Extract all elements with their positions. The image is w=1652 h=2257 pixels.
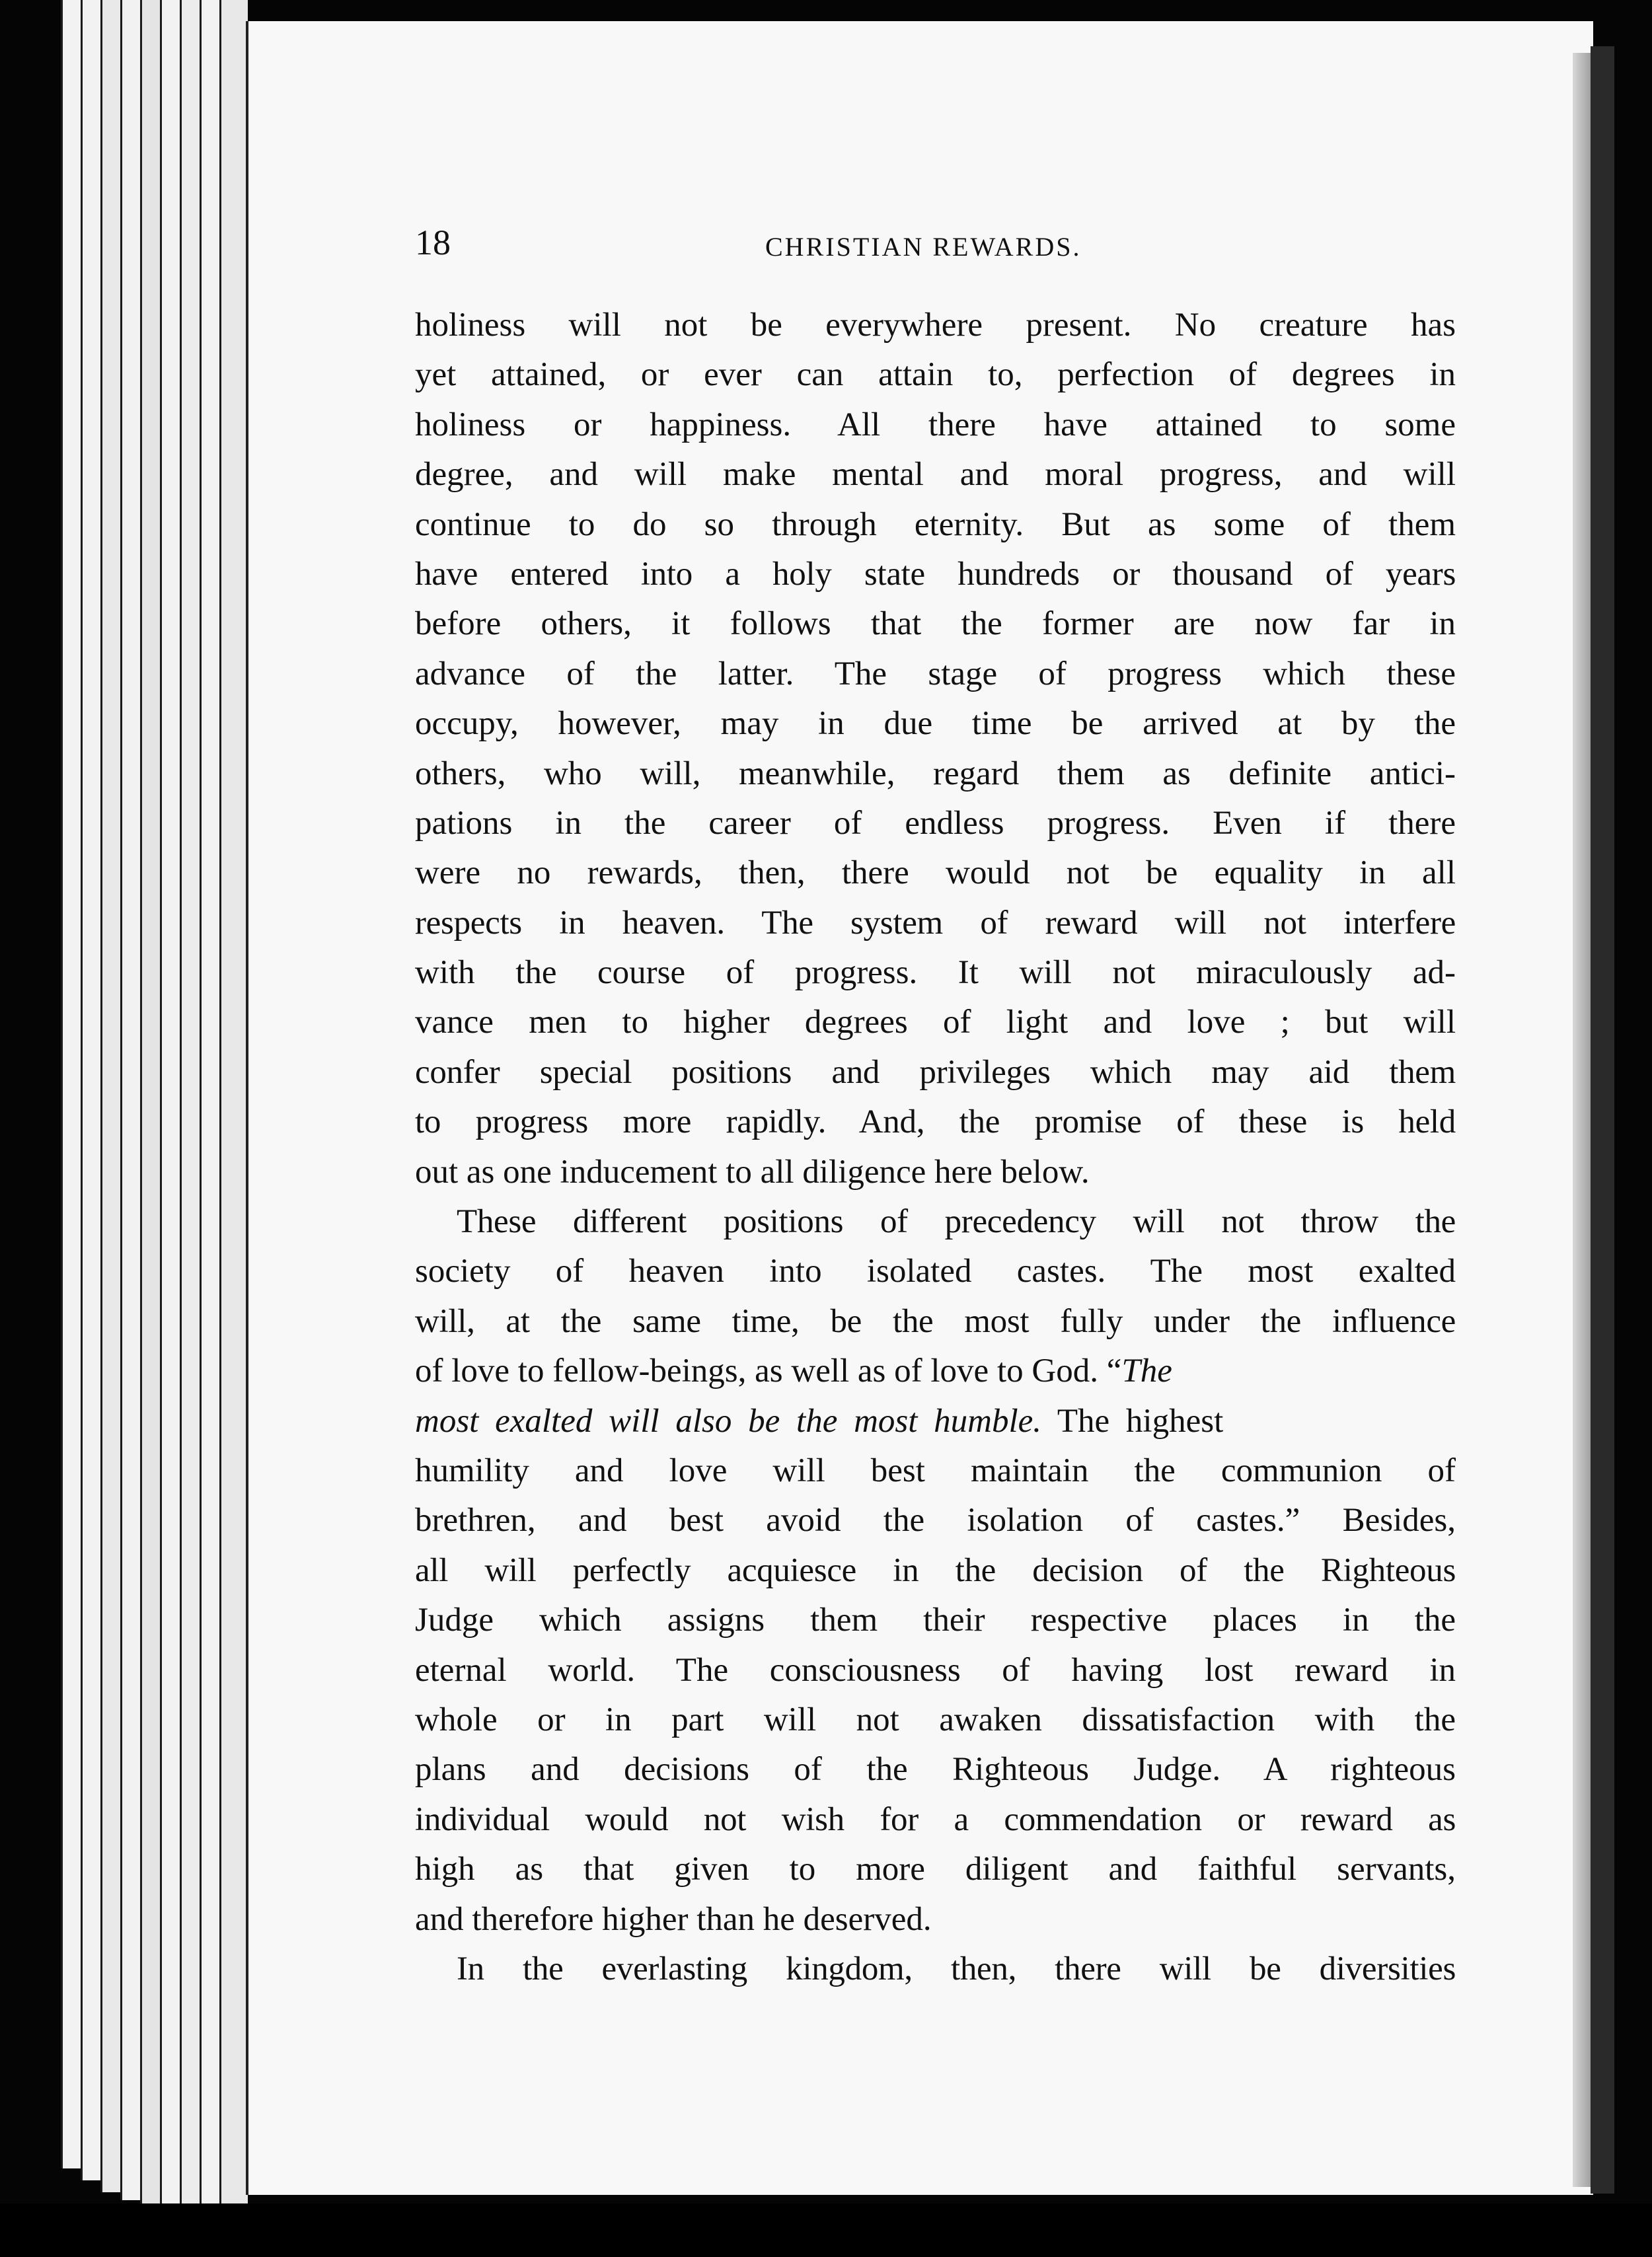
text-line: whole or in part will not awaken dissatisfaction with the bbox=[415, 1701, 1456, 1738]
text-line: holiness or happiness. All there have attained to some bbox=[415, 406, 1456, 443]
text-line: continue to do so through eternity. But as some of them bbox=[415, 505, 1456, 543]
page-edge bbox=[219, 0, 248, 2224]
text-line bbox=[415, 1397, 1456, 1446]
text-line: occupy, however, may in due time be arrived at by the bbox=[415, 705, 1456, 743]
text-line: society of heaven into isolated castes. The most exalted bbox=[415, 1253, 1456, 1290]
text-line: holiness will not be everywhere present. No creature has bbox=[415, 307, 1456, 344]
text-line: have entered into a holy state hundreds or thousand of years bbox=[415, 555, 1456, 593]
page-number: 18 bbox=[415, 223, 451, 262]
text-line: with the course of progress. It will not miraculously ad- bbox=[415, 954, 1456, 992]
text-fragment: The highest bbox=[1041, 1402, 1224, 1440]
text-line: high as that given to more diligent and faithful servants, bbox=[415, 1851, 1456, 1888]
text-line: eternal world. The consciousness of having lost reward in bbox=[415, 1651, 1456, 1689]
page-gutter-shadow bbox=[1573, 53, 1593, 2187]
text-line: brethren, and best avoid the isolation of castes.” Besides, bbox=[415, 1502, 1456, 1539]
scan-border bbox=[0, 2203, 1652, 2257]
text-line: advance of the latter. The stage of progress which these bbox=[415, 655, 1456, 692]
page-gutter bbox=[1591, 46, 1614, 2194]
text-line: all will perfectly acquiesce in the decision of the Righteous bbox=[415, 1551, 1456, 1589]
text-line: were no rewards, then, there would not be equality in all bbox=[415, 854, 1456, 892]
text-fragment: of love to fellow-beings, as well as of love to God. “ bbox=[415, 1352, 1122, 1390]
page-edge bbox=[81, 0, 102, 2180]
page-edge bbox=[100, 0, 122, 2192]
text-line bbox=[415, 1347, 1456, 1396]
text-line: out as one inducement to all diligence here below. bbox=[415, 1153, 1090, 1191]
text-line: humility and love will best maintain the communion of bbox=[415, 1452, 1456, 1489]
text-line: and therefore higher than he deserved. bbox=[415, 1900, 932, 1938]
text-line: others, who will, meanwhile, regard them as definite antici- bbox=[415, 755, 1456, 792]
text-line: vance men to higher degrees of light and love ; but will bbox=[415, 1004, 1456, 1041]
text-line: before others, it follows that the former are now far in bbox=[415, 605, 1456, 643]
text-line: plans and decisions of the Righteous Judge. A righteous bbox=[415, 1751, 1456, 1789]
running-title: CHRISTIAN REWARDS. bbox=[765, 232, 1082, 262]
text-line: will, at the same time, be the most fully under the influence bbox=[415, 1302, 1456, 1340]
text-line: to progress more rapidly. And, the promise of these is held bbox=[415, 1103, 1456, 1141]
text-line: yet attained, or ever can attain to, perfection of degrees in bbox=[415, 356, 1456, 394]
text-line: In the everlasting kingdom, then, there will be diversities bbox=[457, 1950, 1456, 1987]
italic-quote: most exalted will also be the most humble. bbox=[415, 1402, 1042, 1440]
text-line: degree, and will make mental and moral progress, and will bbox=[415, 456, 1456, 494]
page-header bbox=[415, 213, 1155, 272]
text-line: pations in the career of endless progress. Even if there bbox=[415, 804, 1456, 842]
body-text bbox=[415, 301, 1456, 1994]
text-line: These different positions of precedency will not throw the bbox=[457, 1203, 1456, 1241]
page-edge bbox=[140, 0, 162, 2208]
page-edge bbox=[200, 0, 221, 2221]
text-line: Judge which assigns them their respective places in the bbox=[415, 1602, 1456, 1639]
page-edge bbox=[61, 0, 83, 2168]
text-line: respects in heaven. The system of reward will not interfere bbox=[415, 904, 1456, 942]
text-line: individual would not wish for a commendation or reward as bbox=[415, 1800, 1456, 1838]
page-edge bbox=[120, 0, 142, 2200]
page-edge bbox=[160, 0, 182, 2213]
text-line: confer special positions and privileges which may aid them bbox=[415, 1053, 1456, 1091]
page-edge bbox=[180, 0, 202, 2217]
italic-quote: The bbox=[1121, 1352, 1172, 1390]
